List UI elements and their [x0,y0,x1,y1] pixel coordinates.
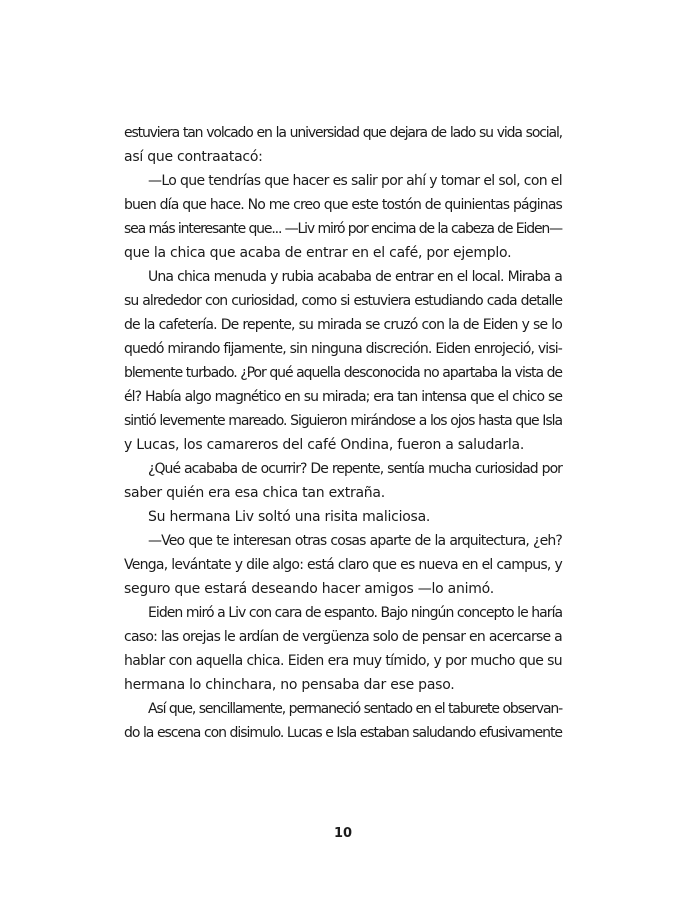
text-line: Eiden miró a Liv con cara de espanto. Bajo ningún concepto le haría [148,605,563,621]
text-line: hermana lo chinchara, no pensaba dar ese paso. [124,677,455,693]
text-line: —Veo que te interesan otras cosas aparte de la arquitectura, ¿eh? [148,533,562,549]
text-line: hablar con aquella chica. Eiden era muy tímido, y por mucho que su [124,653,562,669]
text-line: ¿Qué acababa de ocurrir? De repente, sentía mucha curiosidad por [148,461,562,477]
text-line: do la escena con disimulo. Lucas e Isla estaban saludando efusivamente [124,725,562,741]
text-line: —Lo que tendrías que hacer es salir por ahí y tomar el sol, con el [148,173,562,189]
text-line: caso: las orejas le ardían de vergüenza solo de pensar en acercarse a [124,629,562,645]
text-line: de la cafetería. De repente, su mirada se cruzó con la de Eiden y se lo [124,317,562,333]
page-body [124,121,562,745]
text-line: sintió levemente mareado. Siguieron mirándose a los ojos hasta que Isla [124,413,562,429]
text-line: así que contraatacó: [124,149,263,165]
text-line: que la chica que acaba de entrar en el café, por ejemplo. [124,245,512,261]
text-line: buen día que hace. No me creo que este tostón de quinientas páginas [124,197,562,213]
text-line: Así que, sencillamente, permaneció sentado en el taburete observan- [148,701,562,717]
text-line: su alrededor con curiosidad, como si estuviera estudiando cada detalle [124,293,562,309]
text-line: Su hermana Liv soltó una risita maliciosa. [148,509,431,525]
page-number: 10 [333,826,353,841]
text-line: saber quién era esa chica tan extraña. [124,485,385,501]
text-line: seguro que estará deseando hacer amigos —lo animó. [124,581,494,597]
text-line: y Lucas, los camareros del café Ondina, fueron a saludarla. [124,437,525,453]
text-line: él? Había algo magnético en su mirada; era tan intensa que el chico se [124,389,562,405]
text-line: blemente turbado. ¿Por qué aquella desconocida no apartaba la vista de [124,365,562,381]
text-line: sea más interesante que... —Liv miró por encima de la cabeza de Eiden— [124,221,562,237]
text-line: estuviera tan volcado en la universidad que dejara de lado su vida social, [124,125,562,141]
text-line: Una chica menuda y rubia acababa de entrar en el local. Miraba a [148,269,562,285]
text-line: Venga, levántate y dile algo: está claro que es nueva en el campus, y [124,557,562,573]
text-line: quedó mirando fijamente, sin ninguna discreción. Eiden enrojeció, visi- [124,341,562,357]
